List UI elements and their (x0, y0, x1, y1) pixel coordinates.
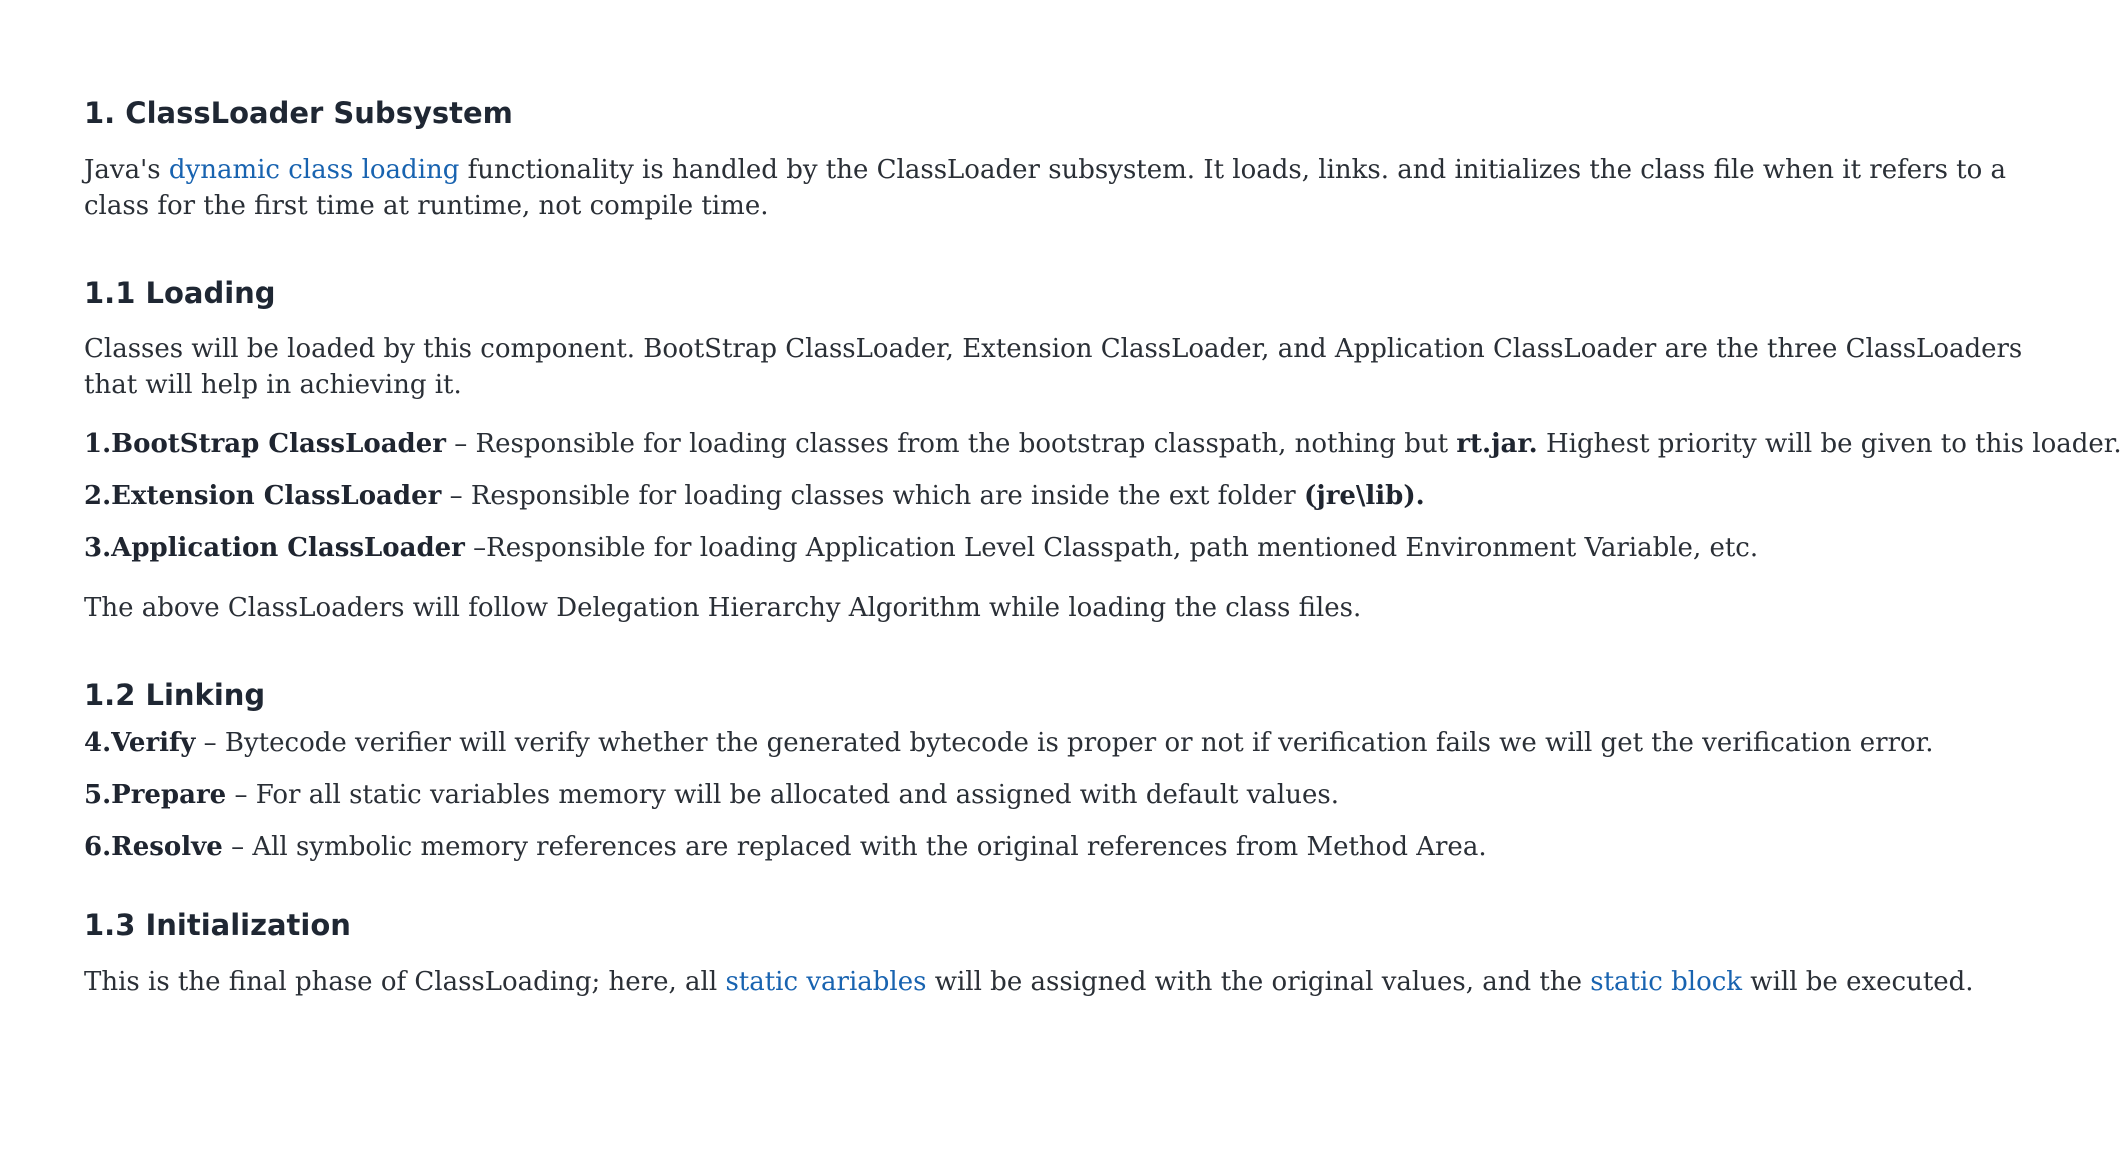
item-title: 4.Verify (84, 728, 196, 758)
item-tail: Highest priority will be given to this loader. (1537, 429, 2122, 459)
item-bold-tail: rt.jar. (1456, 429, 1538, 459)
item-title: 2.Extension ClassLoader (84, 481, 442, 511)
list-item-resolve (84, 829, 1487, 865)
loading-paragraph: Classes will be loaded by this component. BootStrap ClassLoader, Extension ClassLoader, and Application ClassLoader are the three ClassLoaders that will help in achieving it. (84, 334, 2023, 400)
item-title: 6.Resolve (84, 832, 223, 862)
heading-linking: 1.2 Linking (84, 678, 266, 712)
intro-paragraph (84, 152, 2074, 224)
item-title: 5.Prepare (84, 780, 227, 810)
static-variables-link[interactable]: static variables (725, 967, 927, 997)
item-text: – Bytecode verifier will verify whether the generated bytecode is proper or not if verification fails we will get the verification error. (195, 728, 1934, 758)
intro-suffix: functionality is handled by the ClassLoader subsystem. It loads, links. and initializes the class file when it refers to a class for the first time at runtime, not compile time. (84, 155, 2007, 221)
heading-loading: 1.1 Loading (84, 276, 276, 310)
init-text-2: will be assigned with the original values, and the (926, 967, 1591, 997)
list-item-verify (84, 725, 1934, 761)
heading-initialization: 1.3 Initialization (84, 908, 351, 942)
item-text: – All symbolic memory references are replaced with the original references from Method Area. (222, 832, 1487, 862)
list-item-extension-classloader (84, 478, 1425, 514)
list-item-bootstrap-classloader (84, 426, 2122, 462)
list-item-prepare (84, 777, 1339, 813)
static-block-link[interactable]: static block (1590, 967, 1743, 997)
init-text-3: will be executed. (1742, 967, 1974, 997)
delegation-paragraph: The above ClassLoaders will follow Delegation Hierarchy Algorithm while loading the class files. (84, 593, 1362, 623)
item-bold-tail: (jre\lib). (1303, 481, 1425, 511)
item-text: –Responsible for loading Application Level Classpath, path mentioned Environment Variable, etc. (464, 533, 1759, 563)
intro-prefix: Java's (84, 155, 169, 185)
dynamic-class-loading-link[interactable]: dynamic class loading (168, 155, 460, 185)
item-title: 1.BootStrap ClassLoader (84, 429, 446, 459)
heading-classloader-subsystem: 1. ClassLoader Subsystem (84, 96, 513, 130)
item-text: – For all static variables memory will be allocated and assigned with default values. (226, 780, 1339, 810)
item-text: – Responsible for loading classes from the bootstrap classpath, nothing but (445, 429, 1457, 459)
initialization-paragraph (84, 964, 1974, 1000)
item-text: – Responsible for loading classes which are inside the ext folder (441, 481, 1304, 511)
init-text-1: This is the final phase of ClassLoading; here, all (84, 967, 726, 997)
item-title: 3.Application ClassLoader (84, 533, 465, 563)
list-item-application-classloader (84, 530, 1758, 566)
